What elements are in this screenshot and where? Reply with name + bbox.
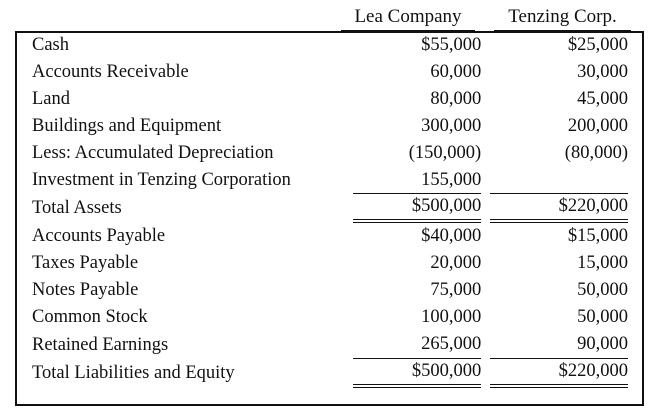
table-row [15, 113, 644, 140]
row-label-common-stock: Common Stock [32, 307, 148, 328]
column-header-tenzing-text: Tenzing Corp. [508, 6, 617, 27]
table-row [15, 223, 644, 250]
row-label-land: Land [32, 88, 71, 109]
tenzing-value-accumulated-depreciation: (80,000) [564, 142, 628, 163]
tenzing-value-land: 45,000 [577, 88, 628, 109]
lea-total-assets-double-rule: $500,000 [353, 194, 481, 223]
row-label-buildings-equipment: Buildings and Equipment [32, 115, 222, 136]
tenzing-value-total-assets [490, 194, 644, 223]
column-header-row [0, 0, 651, 32]
lea-value-land: 80,000 [430, 88, 482, 109]
tenzing-value-common-stock: 50,000 [577, 307, 628, 328]
table-row [15, 167, 644, 195]
row-label-accumulated-depreciation: Less: Accumulated Depreciation [32, 142, 274, 163]
lea-value-total-liabilities-equity [353, 359, 490, 388]
tenzing-investment-subtotal-rule [490, 167, 628, 195]
row-label-cash: Cash [32, 35, 69, 55]
table-row [15, 331, 644, 359]
row-label-total-liabilities-equity: Total Liabilities and Equity [32, 362, 235, 383]
lea-value-cash: $55,000 [421, 35, 482, 55]
lea-value-accounts-receivable: 60,000 [430, 61, 482, 82]
row-label-accounts-payable: Accounts Payable [32, 226, 166, 247]
tenzing-total-liabilities-double-rule: $220,000 [490, 359, 628, 388]
tenzing-value-accounts-receivable: 30,000 [577, 61, 628, 82]
lea-value-notes-payable: 75,000 [430, 280, 482, 301]
table-row [15, 277, 644, 304]
row-label-investment-tenzing: Investment in Tenzing Corporation [32, 170, 291, 191]
lea-value-investment-tenzing [353, 167, 490, 195]
lea-value-retained-earnings [353, 331, 490, 359]
tenzing-value-retained-earnings [490, 331, 644, 359]
tenzing-value-total-liabilities-equity [490, 359, 644, 388]
row-label-taxes-payable: Taxes Payable [32, 253, 139, 274]
balance-sheet-table [15, 32, 644, 388]
lea-investment-subtotal-rule: 155,000 [353, 167, 481, 195]
lea-value-common-stock: 100,000 [421, 307, 482, 328]
tenzing-retained-earnings-subtotal-rule: 90,000 [490, 331, 628, 359]
table-row [15, 250, 644, 277]
table-row [15, 59, 644, 86]
column-header-lea [337, 6, 479, 28]
lea-value-buildings-equipment: 300,000 [421, 115, 482, 136]
lea-retained-earnings-subtotal-rule: 265,000 [353, 331, 481, 359]
tenzing-value-accounts-payable: $15,000 [567, 226, 628, 247]
row-label-total-assets: Total Assets [32, 198, 122, 219]
table-row [15, 32, 644, 59]
tenzing-value-notes-payable: 50,000 [577, 280, 628, 301]
column-header-tenzing [490, 6, 635, 28]
total-liabilities-equity-row [15, 359, 644, 388]
tenzing-value-cash: $25,000 [567, 35, 628, 55]
row-label-retained-earnings: Retained Earnings [32, 334, 169, 355]
tenzing-value-taxes-payable: 15,000 [577, 253, 628, 274]
lea-value-taxes-payable: 20,000 [430, 253, 482, 274]
tenzing-value-buildings-equipment: 200,000 [567, 115, 628, 136]
total-assets-row [15, 194, 644, 223]
lea-value-accounts-payable: $40,000 [421, 226, 482, 247]
column-header-lea-text: Lea Company [354, 6, 462, 27]
row-label-accounts-receivable: Accounts Receivable [32, 61, 189, 82]
tenzing-value-investment-tenzing [490, 167, 644, 195]
table-row [15, 304, 644, 331]
table-row [15, 86, 644, 113]
lea-total-liabilities-double-rule: $500,000 [353, 359, 481, 388]
tenzing-total-assets-double-rule: $220,000 [490, 194, 628, 223]
lea-value-total-assets [353, 194, 490, 223]
row-label-notes-payable: Notes Payable [32, 280, 139, 301]
table-row [15, 140, 644, 167]
lea-value-accumulated-depreciation: (150,000) [408, 142, 482, 163]
